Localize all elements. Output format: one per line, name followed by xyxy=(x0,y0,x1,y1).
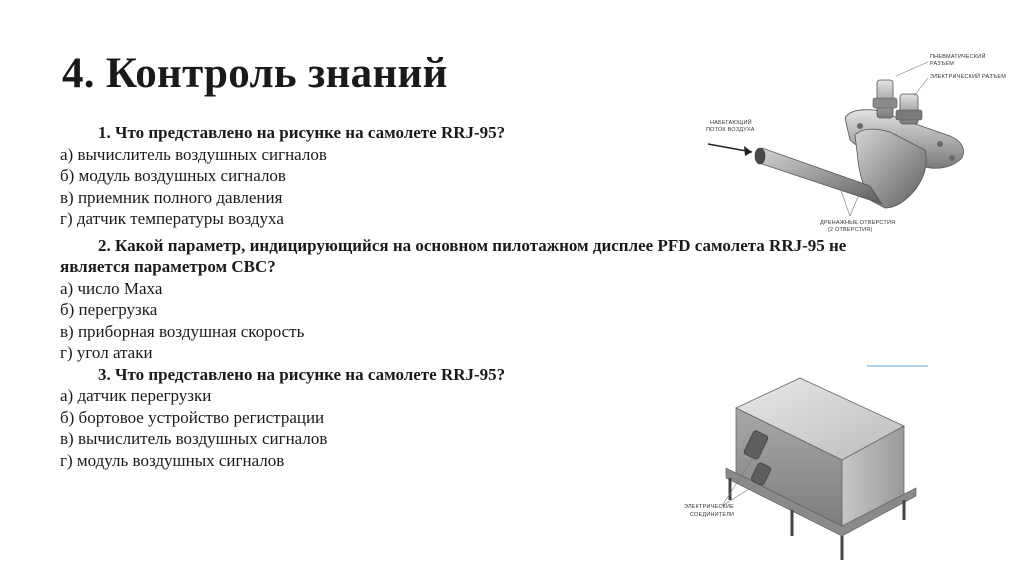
answer-option: б) модуль воздушных сигналов xyxy=(60,166,286,185)
question-1: 1. Что представлено на рисунке на самолете RRJ-95? xyxy=(98,123,506,142)
answer-option: в) приборная воздушная скорость xyxy=(60,321,305,341)
answer-option: а) датчик перегрузки xyxy=(60,386,212,405)
question-2-line-2: является параметром СВС? xyxy=(60,257,276,276)
label-electric: ЭЛЕКТРИЧЕСКИЙ РАЗЪЕМ xyxy=(930,74,1007,80)
question-3: 3. Что представлено на рисунке на самолете RRJ-95? xyxy=(98,364,506,384)
label-pneumatic-2: РАЗЪЕМ xyxy=(930,61,955,67)
label-connectors-1: ЭЛЕКТРИЧЕСКИЕ xyxy=(684,504,734,510)
label-drain-2: (2 ОТВЕРСТИЯ) xyxy=(828,227,873,233)
label-drain-1: ДРЕНАЖНЫЕ ОТВЕРСТИЯ xyxy=(820,220,896,226)
pitot-probe-figure xyxy=(700,40,1007,240)
answer-option: г) модуль воздушных сигналов xyxy=(60,450,285,470)
answer-option: в) приемник полного давления xyxy=(60,187,283,207)
answer-option: в) вычислитель воздушных сигналов xyxy=(60,429,328,448)
label-flow-1: НАБЕГАЮЩИЙ xyxy=(710,120,752,126)
air-data-module-figure xyxy=(672,360,952,574)
question-2-line-1: 2. Какой параметр, индицирующийся на основном пилотажном дисплее PFD самолета RRJ-95 не xyxy=(98,235,847,255)
slide-title: 4. Контроль знаний xyxy=(62,50,448,97)
pitot-probe-image xyxy=(700,40,1007,240)
air-data-module-image xyxy=(672,360,952,574)
label-connectors-2: СОЕДИНИТЕЛИ xyxy=(690,512,735,518)
answer-option: б) перегрузка xyxy=(60,300,158,319)
answer-option: г) угол атаки xyxy=(60,343,153,362)
answer-option: г) датчик температуры воздуха xyxy=(60,209,284,228)
answer-option: б) бортовое устройство регистрации xyxy=(60,407,325,427)
label-pneumatic-1: ПНЕВМАТИЧЕСКИЙ xyxy=(930,54,986,60)
answer-option: а) вычислитель воздушных сигналов xyxy=(60,144,327,164)
label-flow-2: ПОТОК ВОЗДУХА xyxy=(706,127,755,133)
answer-option: а) число Маха xyxy=(60,278,163,298)
